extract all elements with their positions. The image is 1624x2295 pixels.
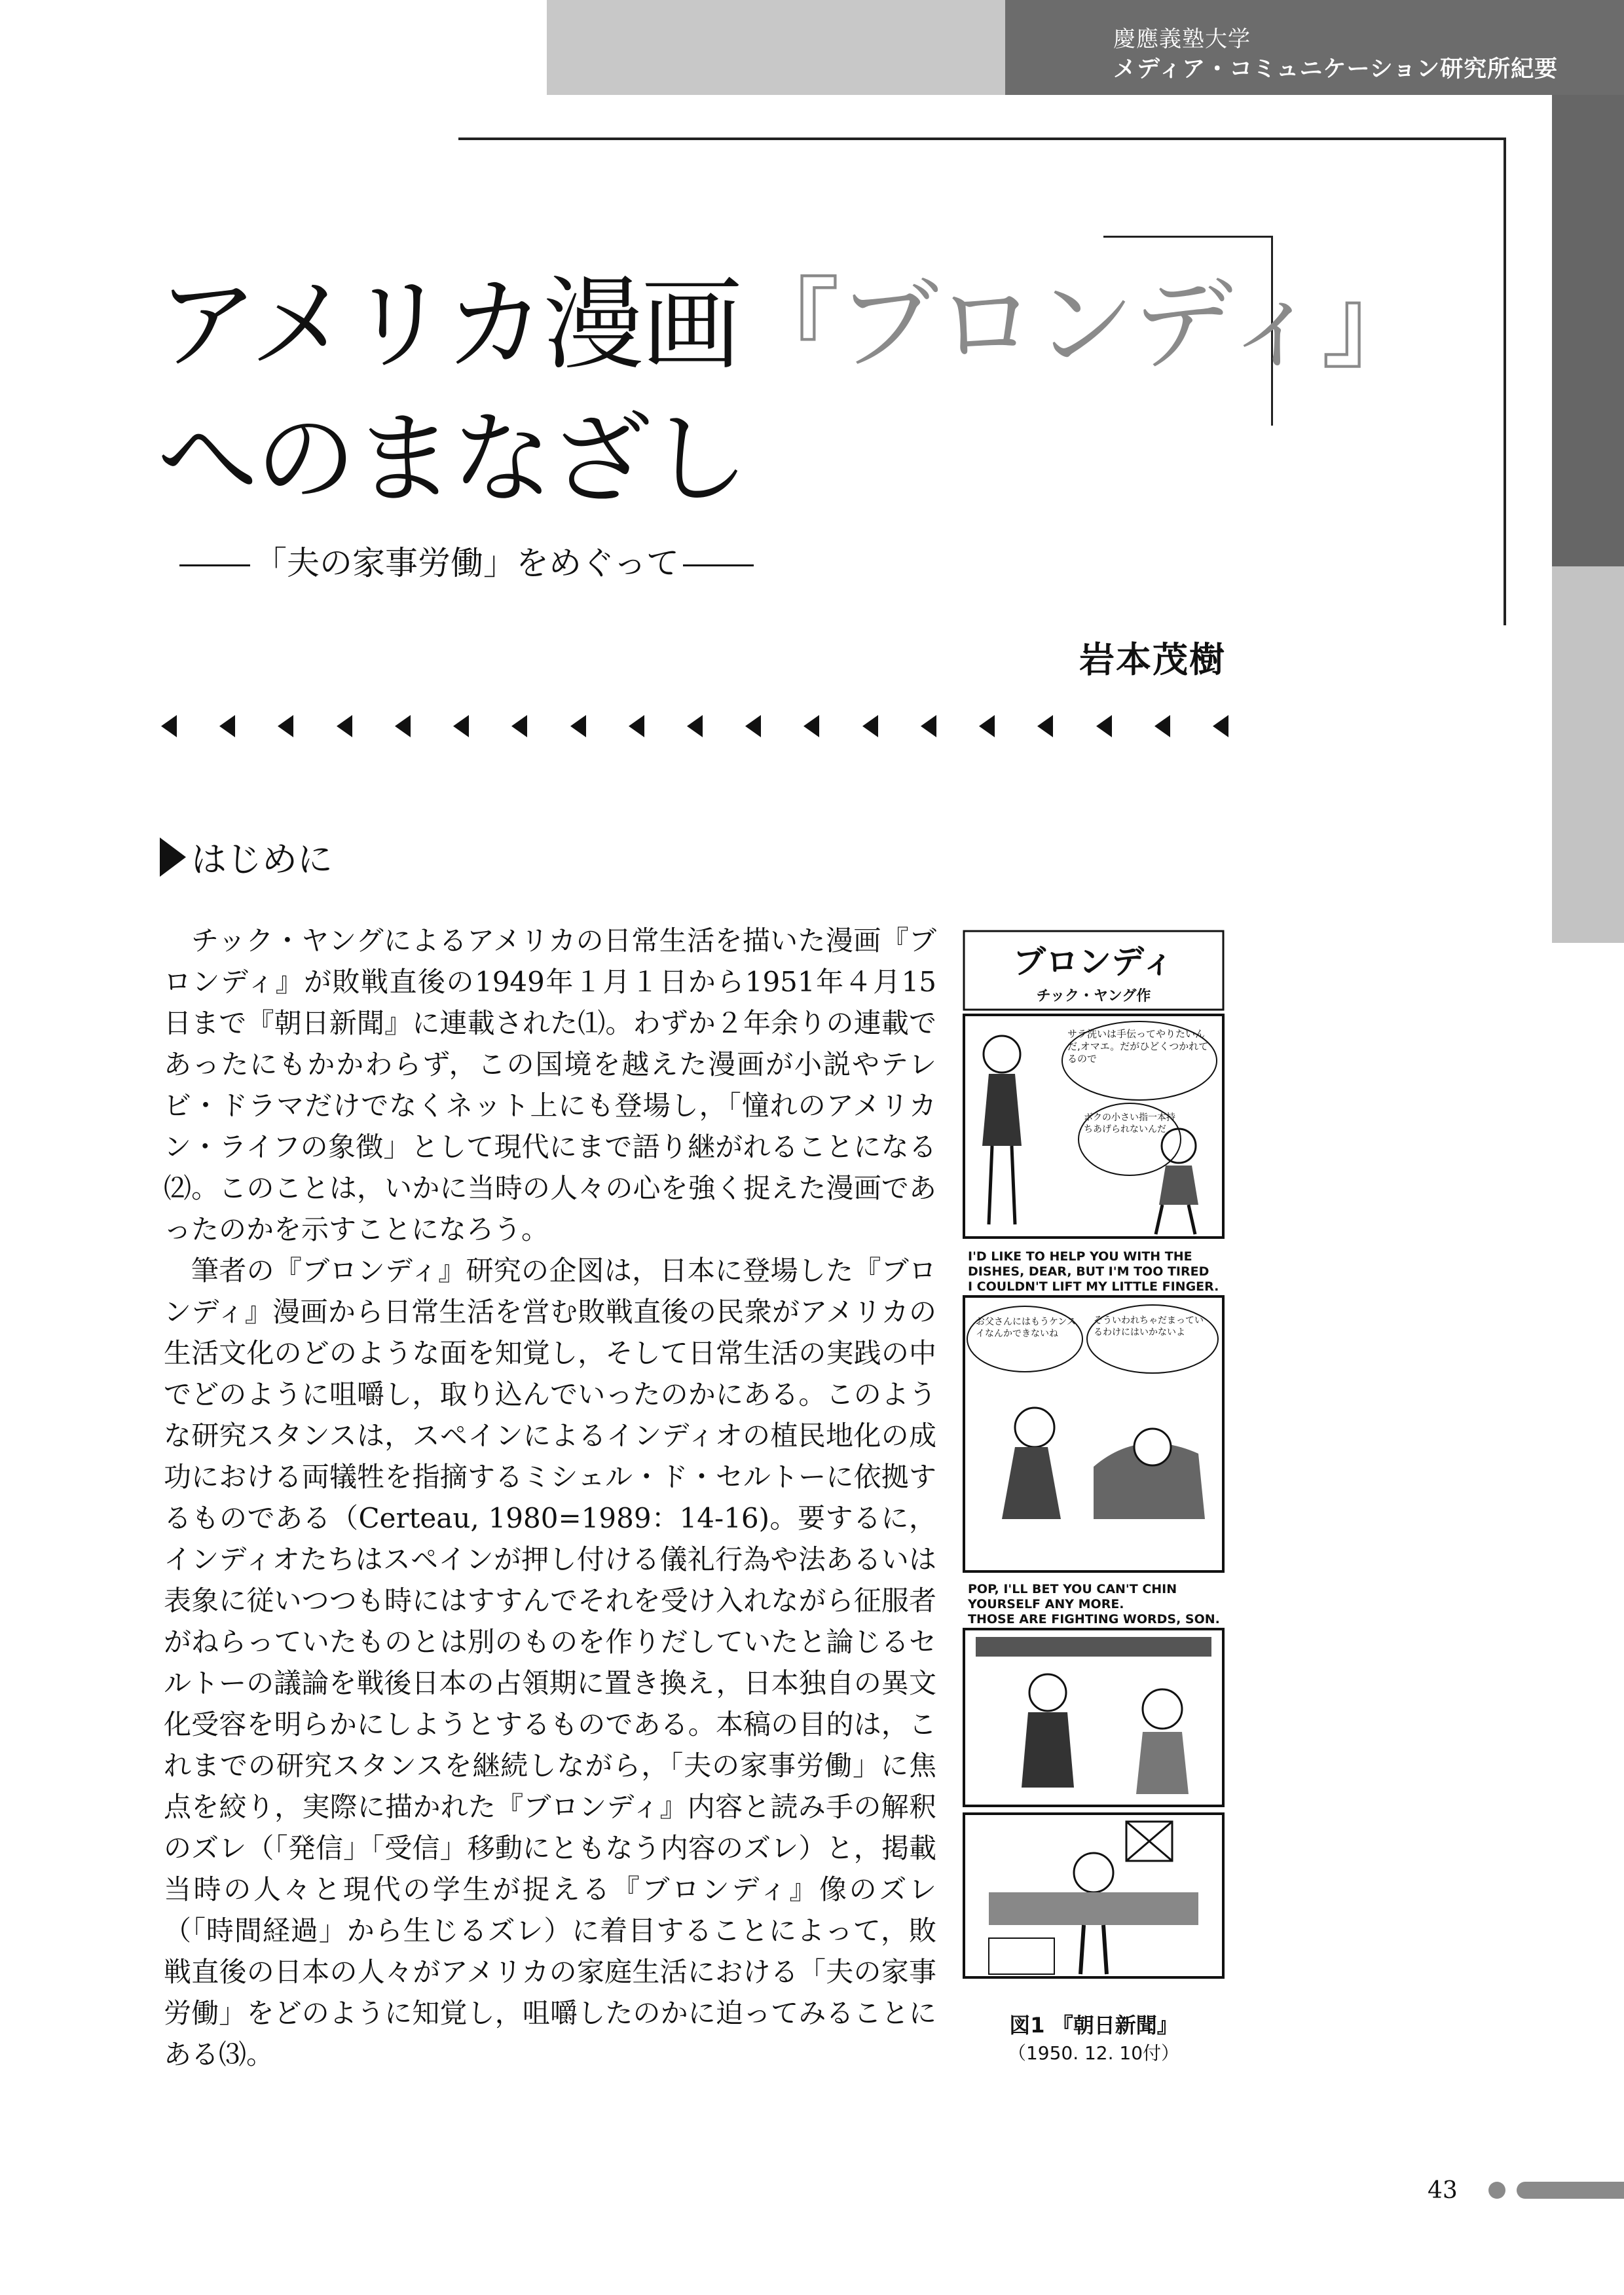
subtitle-dash-right (683, 564, 754, 566)
triangle-icon (511, 715, 527, 737)
triangle-icon (979, 715, 995, 737)
panel-caption: POP, I'LL BET YOU CAN'T CHIN (968, 1582, 1177, 1596)
subtitle-dash-left (179, 564, 250, 566)
header-journal: メディア・コミュニケーション研究所紀要 (1113, 56, 1559, 83)
panel-caption: I'D LIKE TO HELP YOU WITH THE (968, 1249, 1192, 1264)
section-triangle-icon (160, 837, 186, 877)
triangle-icon (862, 715, 878, 737)
body-text (164, 920, 936, 2075)
triangle-icon (803, 715, 819, 737)
author-name: 岩本茂樹 (1079, 639, 1226, 680)
comic-strip-figure (963, 930, 1225, 1984)
title-highlight: 『ブロンディ』 (739, 266, 1419, 384)
panel-caption: YOURSELF ANY MORE. (968, 1597, 1124, 1611)
header-university: 慶應義塾大学 (1113, 26, 1251, 52)
section-heading (160, 832, 333, 882)
triangle-icon (1096, 715, 1112, 737)
header-band-light (547, 0, 1005, 95)
balloon-text: サラ洗いは手伝ってやりたいんだ,オマエ。だがひどくつかれてるので (1067, 1028, 1209, 1065)
subtitle-text: 「夫の家事労働」をめぐって (254, 544, 679, 582)
frame-line-top (458, 138, 1506, 140)
triangle-icon (1037, 715, 1053, 737)
paragraph: 筆者の『ブロンディ』研究の企図は，日本に登場した『ブロンディ』漫画から日常生活を営む敗戦直後の民衆がアメリカの生活文化のどのような面を知覚し，そして日常生活の実践の中でどのように咀嚼し，取り込んでいったのかにある。このような研究スタンスは，スペインによるインディオの植民地化の成功における両犠牲を指摘するミシェル・ド・セルトーに依拠するものである（Certeau, 1980=1989：14-16)。要するに，インディオたちはスペインが押し付ける儀礼行為や法あるいは表象に従いつつも時にはすすんでそれを受け入れながら征服者がねらっていたものとは別のものを作りだしていたと論じるセルトーの議論を戦後日本の占領期に置き換え，日本独自の異文化受容を明らかにしようとするものである。本稿の目的は，これまでの研究スタンスを継続しながら，「夫の家事労働」に焦点を絞り，実際に描かれた『ブロンディ』内容と読み手の解釈のズレ（「発信」「受信」移動にともなう内容のズレ）と，掲載当時の人々と現代の学生が捉える『ブロンディ』像のズレ（「時間経過」から生じるズレ）に着目することによって，敗戦直後の日本の人々がアメリカの家庭生活における「夫の家事労働」をどのように知覚し，咀嚼したのかに迫ってみることにある⑶。 (164, 1255, 936, 2070)
triangle-icon (629, 715, 644, 737)
paragraph: チック・ヤングによるアメリカの日常生活を描いた漫画『ブロンディ』が敗戦直後の1949年１月１日から1951年４月15日まで『朝日新聞』に連載された⑴。わずか２年余りの連載であったにもかかわらず，この国境を越えた漫画が小説やテレビ・ドラマだけでなくネット上にも登場し，「憧れのアメリカン・ライフの象徴」として現代にまで語り継がれることになる⑵。このことは，いかに当時の人々の心を強く捉えた漫画であったのかを示すことになろう。 (164, 925, 936, 1245)
triangle-icon (570, 715, 586, 737)
balloon-text: そういわれちゃだまっているわけにはいかないよ (1094, 1315, 1204, 1338)
triangle-icon (1154, 715, 1170, 737)
frame-line-right (1504, 138, 1506, 625)
panel-caption: DISHES, DEAR, BUT I'M TOO TIRED (968, 1264, 1209, 1279)
figure-caption: 図1 『朝日新聞』 (1009, 2013, 1178, 2038)
page-dot-ornament (1488, 2182, 1505, 2199)
triangle-icon (921, 715, 936, 737)
triangle-icon (453, 715, 469, 737)
balloon-text-box (1067, 1028, 1211, 1097)
triangle-icon (687, 715, 703, 737)
door-frame (976, 1637, 1211, 1657)
balloon-text: お父さんにはもうケンスイなんかできないね (976, 1317, 1076, 1339)
triangle-icon (1213, 715, 1228, 737)
character-body (1136, 1732, 1189, 1794)
triangle-icon (395, 715, 411, 737)
triangle-icon (337, 715, 352, 737)
article-title-line1 (157, 266, 1419, 384)
page-bar-ornament (1517, 2182, 1624, 2199)
article-subtitle (175, 537, 758, 584)
triangle-icon (161, 715, 177, 737)
balloon-text-box (976, 1316, 1077, 1368)
page-number: 43 (1428, 2177, 1458, 2204)
panel-caption: I COULDN'T LIFT MY LITTLE FINGER. (968, 1279, 1219, 1294)
character-body (1022, 1712, 1074, 1788)
balloon-text: ボクの小さい指一本持ちあげられないんだ (1084, 1112, 1175, 1135)
character-body (982, 1074, 1022, 1146)
article-title-line2: へのまなざし (157, 401, 747, 518)
balloon-text-box (1094, 1315, 1211, 1370)
decorative-triangle-row (161, 715, 1228, 741)
triangle-icon (219, 715, 235, 737)
section-heading-text: はじめに (191, 839, 333, 880)
triangle-icon (278, 715, 293, 737)
door-lintel (989, 1892, 1198, 1925)
title-main: アメリカ漫画 (157, 266, 740, 384)
title-corner-line (1103, 236, 1272, 238)
panel-caption: THOSE ARE FIGHTING WORDS, SON. (968, 1612, 1220, 1626)
side-tab-dark (1552, 95, 1624, 566)
strip-title: ブロンディ (1013, 943, 1174, 981)
character-head (1134, 1429, 1171, 1465)
side-tab-light (1552, 566, 1624, 943)
figure-date: （1950. 12. 10付） (1007, 2042, 1180, 2064)
strip-byline: チック・ヤング作 (1036, 988, 1151, 1004)
triangle-icon (745, 715, 761, 737)
character-body (1159, 1166, 1198, 1205)
